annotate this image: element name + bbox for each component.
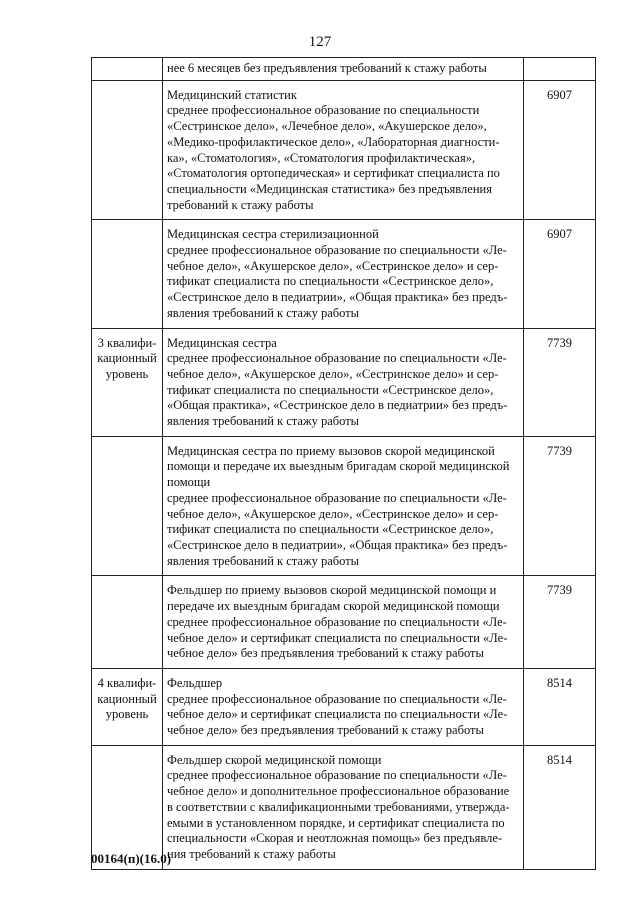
position-requirement-line: чебное дело» без предъявления требований к стажу работы xyxy=(167,723,484,738)
position-requirement-line: «Медико-профилактическое дело», «Лабораторная диагности- xyxy=(167,134,500,149)
qualification-level-cell xyxy=(92,668,163,745)
position-requirement-line: среднее профессиональное образование по специальности «Ле- xyxy=(167,243,507,258)
position-requirement-line: «Сестринское дело в педиатрии», «Общая практика» без предъ- xyxy=(167,290,508,305)
position-requirement-line: чебное дело» и сертификат специалиста по специальности «Ле- xyxy=(167,707,508,722)
document-code: 00164(п)(16.0) xyxy=(91,851,172,866)
position-requirement-line: тификат специалиста по специальности «Сестринское дело», xyxy=(167,382,494,397)
qualification-level-line: кационный xyxy=(97,691,157,706)
position-description-cell xyxy=(163,328,524,436)
position-description-cell xyxy=(163,745,524,869)
position-requirement-line: «Общая практика», «Сестринское дело в педиатрии» без предъ- xyxy=(167,398,508,413)
position-description-cell xyxy=(163,58,524,81)
table-row xyxy=(92,668,596,745)
table-row xyxy=(92,436,596,576)
position-requirement-line: передаче их выездным бригадам скорой медицинской помощи xyxy=(167,599,500,614)
qualification-level-line: уровень xyxy=(105,366,149,381)
qualification-level-cell xyxy=(92,436,163,576)
table-row xyxy=(92,58,596,81)
position-title: Медицинская сестра xyxy=(167,335,277,350)
qualification-level-line: 4 квалифи- xyxy=(97,675,157,690)
position-title: Медицинский статистик xyxy=(167,87,297,102)
position-requirement-line: среднее профессиональное образование по специальности «Ле- xyxy=(167,351,507,366)
salary-value-cell xyxy=(524,58,596,81)
table-row xyxy=(92,220,596,328)
position-requirement-line: в соответствии с квалификационными требованиями, утвержда- xyxy=(167,799,510,814)
position-requirement-line: помощи xyxy=(167,475,211,490)
position-requirement-line: требований к стажу работы xyxy=(167,197,314,212)
qualification-level-cell xyxy=(92,576,163,669)
position-requirement-line: емыми в установленном порядке, и сертификат специалиста по xyxy=(167,815,505,830)
qualification-level-line: уровень xyxy=(105,707,149,722)
position-description-cell xyxy=(163,668,524,745)
position-title: Фельдшер по приему вызовов скорой медицинской помощи и xyxy=(167,583,497,598)
qualification-level-cell xyxy=(92,220,163,328)
position-title: Медицинская сестра по приему вызовов скорой медицинской xyxy=(167,443,495,458)
salary-value-cell: 7739 xyxy=(524,576,596,669)
salary-value-cell: 8514 xyxy=(524,745,596,869)
table-body xyxy=(92,58,596,870)
position-requirement-line: тификат специалиста по специальности «Сестринское дело», xyxy=(167,274,494,289)
position-requirement-line: ка», «Стоматология», «Стоматология профилактическая», xyxy=(167,150,476,165)
page-number: 127 xyxy=(308,34,332,50)
position-requirement-line: «Сестринское дело в педиатрии», «Общая практика» без предъ- xyxy=(167,537,508,552)
qualification-level-cell xyxy=(92,80,163,220)
table-row xyxy=(92,328,596,436)
qualification-level-cell xyxy=(92,58,163,81)
table-row xyxy=(92,80,596,220)
position-requirement-line: помощи и передаче их выездным бригадам скорой медицинской xyxy=(167,459,510,474)
position-requirement-line: явления требований к стажу работы xyxy=(167,553,360,568)
table-row xyxy=(92,576,596,669)
position-requirement-line: ния требований к стажу работы xyxy=(167,846,336,861)
position-description-cell xyxy=(163,80,524,220)
position-title: нее 6 месяцев без предъявления требований к стажу работы xyxy=(167,61,487,75)
position-requirement-line: среднее профессиональное образование по специальности xyxy=(167,103,480,118)
position-requirement-line: чебное дело», «Акушерское дело», «Сестринское дело» и сер- xyxy=(167,506,499,521)
position-requirement-line: среднее профессиональное образование по специальности «Ле- xyxy=(167,691,507,706)
position-requirement-line: среднее профессиональное образование по специальности «Ле- xyxy=(167,614,507,629)
salary-value-cell: 8514 xyxy=(524,668,596,745)
qualification-level-cell xyxy=(92,328,163,436)
position-description-cell xyxy=(163,220,524,328)
salary-value-cell: 7739 xyxy=(524,436,596,576)
position-requirement-line: специальности «Скорая и неотложная помощь» без предъявле- xyxy=(167,831,503,846)
position-title: Фельдшер скорой медицинской помощи xyxy=(167,752,382,767)
position-requirement-line: явления требований к стажу работы xyxy=(167,305,360,320)
position-requirement-line: специальности «Медицинская статистика» без предъявления xyxy=(167,181,492,196)
position-requirement-line: среднее профессиональное образование по специальности «Ле- xyxy=(167,768,507,783)
qualification-level-line: 3 квалифи- xyxy=(97,335,157,350)
position-requirement-line: чебное дело», «Акушерское дело», «Сестринское дело» и сер- xyxy=(167,258,499,273)
position-requirement-line: чебное дело» и сертификат специалиста по специальности «Ле- xyxy=(167,630,508,645)
qualification-table xyxy=(91,57,596,870)
position-requirement-line: тификат специалиста по специальности «Сестринское дело», xyxy=(167,522,494,537)
position-requirement-line: среднее профессиональное образование по специальности «Ле- xyxy=(167,490,507,505)
salary-value-cell: 6907 xyxy=(524,220,596,328)
position-requirement-line: чебное дело» без предъявления требований к стажу работы xyxy=(167,646,484,661)
position-requirement-line: явления требований к стажу работы xyxy=(167,414,360,429)
position-requirement-line: «Стоматология ортопедическая» и сертификат специалиста по xyxy=(167,166,500,181)
position-requirement-line: «Сестринское дело», «Лечебное дело», «Акушерское дело», xyxy=(167,119,487,134)
position-description-cell xyxy=(163,576,524,669)
position-title: Медицинская сестра стерилизационной xyxy=(167,227,379,242)
position-requirement-line: чебное дело», «Акушерское дело», «Сестринское дело» и сер- xyxy=(167,366,499,381)
salary-value-cell: 7739 xyxy=(524,328,596,436)
salary-value-cell: 6907 xyxy=(524,80,596,220)
position-requirement-line: чебное дело» и дополнительное профессиональное образование xyxy=(167,784,510,799)
position-description-cell xyxy=(163,436,524,576)
qualification-level-line: кационный xyxy=(97,351,157,366)
position-title: Фельдшер xyxy=(167,675,223,690)
